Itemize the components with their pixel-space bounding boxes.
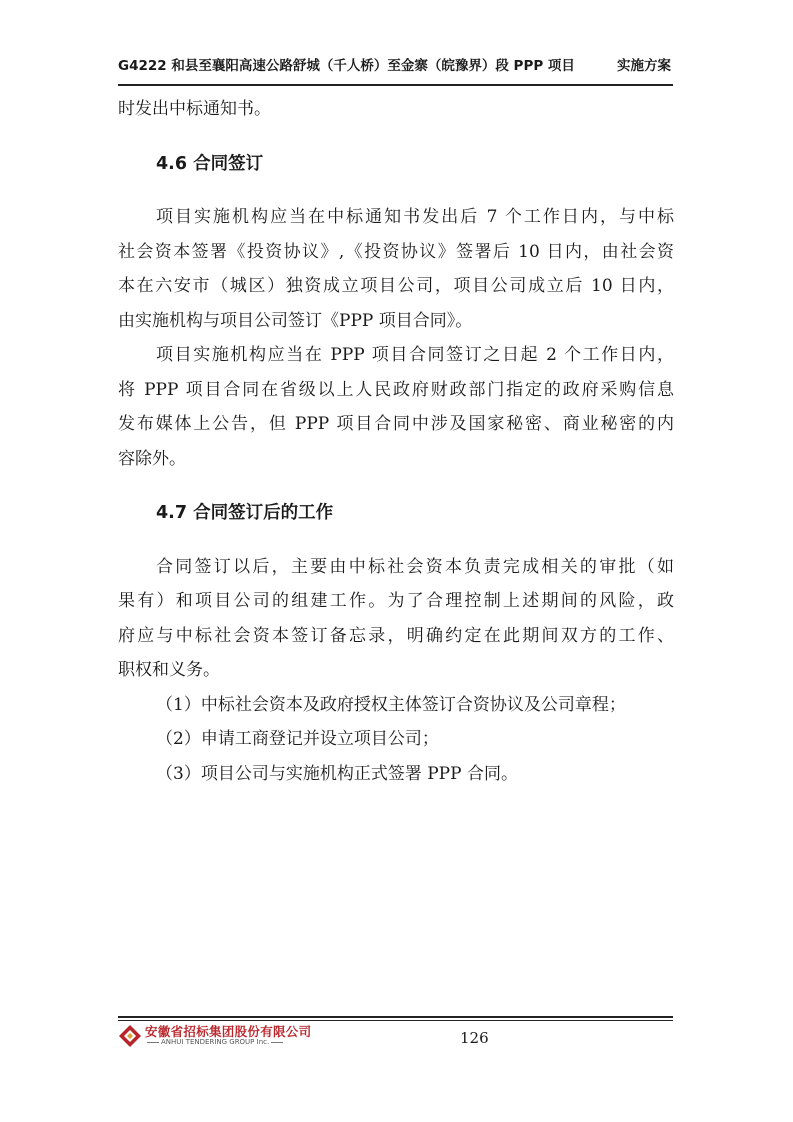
- header-doc-type: 实施方案: [617, 58, 671, 74]
- paragraph-line: 由实施机构与项目公司签订《PPP 项目合同》。: [118, 310, 473, 331]
- numbered-list: [118, 688, 674, 792]
- company-name-en-text: ANHUI TENDERING GROUP Inc.: [161, 1038, 270, 1046]
- paragraph-line: 社会资本签署《投资协议》,《投资协议》签署后 10 日内，由社会资: [118, 241, 674, 262]
- logo-dash-left: [147, 1042, 159, 1043]
- header-title: G4222 和县至襄阳高速公路舒城（千人桥）至金寨（皖豫界）段 PPP 项目: [118, 58, 575, 74]
- paragraph-line: 项目实施机构应当在中标通知书发出后 7 个工作日内，与中标: [156, 207, 674, 227]
- page-header: [118, 54, 673, 78]
- logo-dash-right: [271, 1042, 283, 1043]
- paragraph-line: 项目实施机构应当在 PPP 项目合同签订之日起 2 个工作日内，: [156, 345, 674, 365]
- header-rule: [118, 84, 673, 86]
- paragraph-4-6-2: [118, 338, 674, 476]
- list-item: （1）中标社会资本及政府授权主体签订合资协议及公司章程；: [156, 694, 626, 715]
- section-heading-4-7: 4.7 合同签订后的工作: [156, 503, 334, 523]
- paragraph-line: 本在六安市（城区）独资成立项目公司，项目公司成立后 10 日内，: [118, 276, 674, 296]
- carry-over-line: 时发出中标通知书。: [118, 99, 271, 119]
- paragraph-line: 府应与中标社会资本签订备忘录，明确约定在此期间双方的工作、: [118, 625, 674, 646]
- paragraph-4-7-1: [118, 550, 674, 688]
- company-logo: [118, 1022, 328, 1050]
- page-number: 126: [460, 1029, 489, 1047]
- paragraph-4-6-1: [118, 200, 674, 338]
- footer-rule: [118, 1016, 673, 1018]
- company-name: 安徽省招标集团股份有限公司: [145, 1024, 312, 1039]
- paragraph-line: 职权和义务。: [118, 660, 220, 680]
- paragraph-line: 发布媒体上公告，但 PPP 项目合同中涉及国家秘密、商业秘密的内: [118, 414, 674, 434]
- list-item: （2）申请工商登记并设立项目公司；: [156, 729, 439, 749]
- document-body: [118, 92, 674, 791]
- paragraph-line: 合同签订以后，主要由中标社会资本负责完成相关的审批（如: [156, 556, 674, 577]
- list-item: （3）项目公司与实施机构正式签署 PPP 合同。: [156, 763, 518, 784]
- section-heading-4-6: 4.6 合同签订: [156, 153, 264, 174]
- footer-rule-thin: [118, 1020, 673, 1021]
- company-name-en: [145, 1038, 285, 1046]
- paragraph-line: 果有）和项目公司的组建工作。为了合理控制上述期间的风险，政: [118, 591, 674, 611]
- paragraph-line: 将 PPP 项目合同在省级以上人民政府财政部门指定的政府采购信息: [118, 379, 674, 400]
- paragraph-line: 容除外。: [118, 448, 186, 469]
- company-logo-icon: [118, 1024, 142, 1048]
